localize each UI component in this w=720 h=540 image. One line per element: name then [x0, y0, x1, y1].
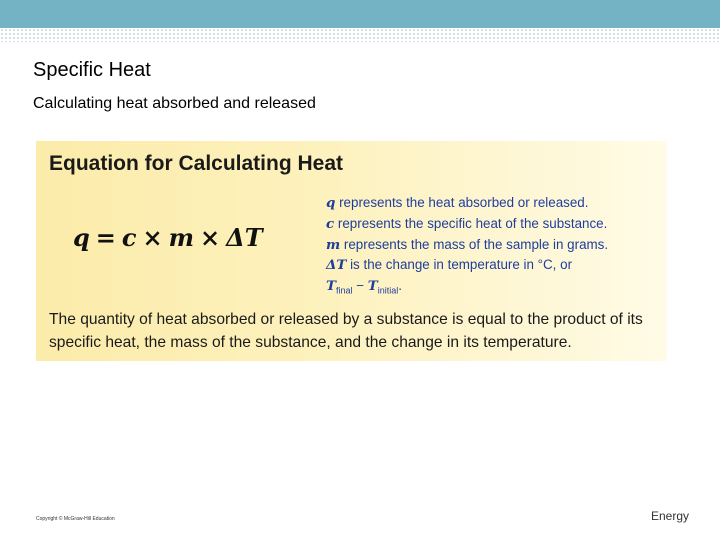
- slide-title: Specific Heat: [33, 59, 151, 81]
- definition-m: m represents the mass of the sample in grams.: [326, 236, 609, 253]
- slide-subtitle: Calculating heat absorbed and released: [33, 95, 316, 112]
- definition-q: q represents the heat absorbed or released.: [326, 195, 589, 211]
- eq-equals: =: [95, 223, 116, 252]
- panel-heading: Equation for Calculating Heat: [49, 152, 344, 175]
- footer-section-label: Energy: [650, 509, 689, 523]
- eq-times-2: ×: [200, 223, 221, 252]
- definition-c: c represents the specific heat of the substance.: [326, 215, 608, 232]
- variable-definitions: [326, 193, 656, 302]
- eq-times-1: ×: [142, 223, 163, 252]
- eq-m: m: [168, 223, 195, 252]
- eq-c: c: [121, 223, 137, 252]
- copyright-notice: Copyright © McGraw-Hill Education: [36, 516, 115, 522]
- eq-delta-t: ΔT: [226, 223, 263, 252]
- eq-q: q: [73, 223, 90, 252]
- heat-equation: [73, 223, 263, 252]
- definition-delta-t: ΔT is the change in temperature in °C, or: [326, 257, 573, 274]
- dotted-band: [0, 28, 720, 42]
- definition-tfinal-tinitial: $T_{final} - T_{initial}$.: [326, 278, 402, 296]
- top-bar: [0, 0, 720, 28]
- equation-panel: [36, 141, 667, 361]
- panel-summary: The quantity of heat absorbed or released by a substance is equal to the product of its specific heat, the mass of the substance, and the change in its temperature.: [49, 311, 643, 351]
